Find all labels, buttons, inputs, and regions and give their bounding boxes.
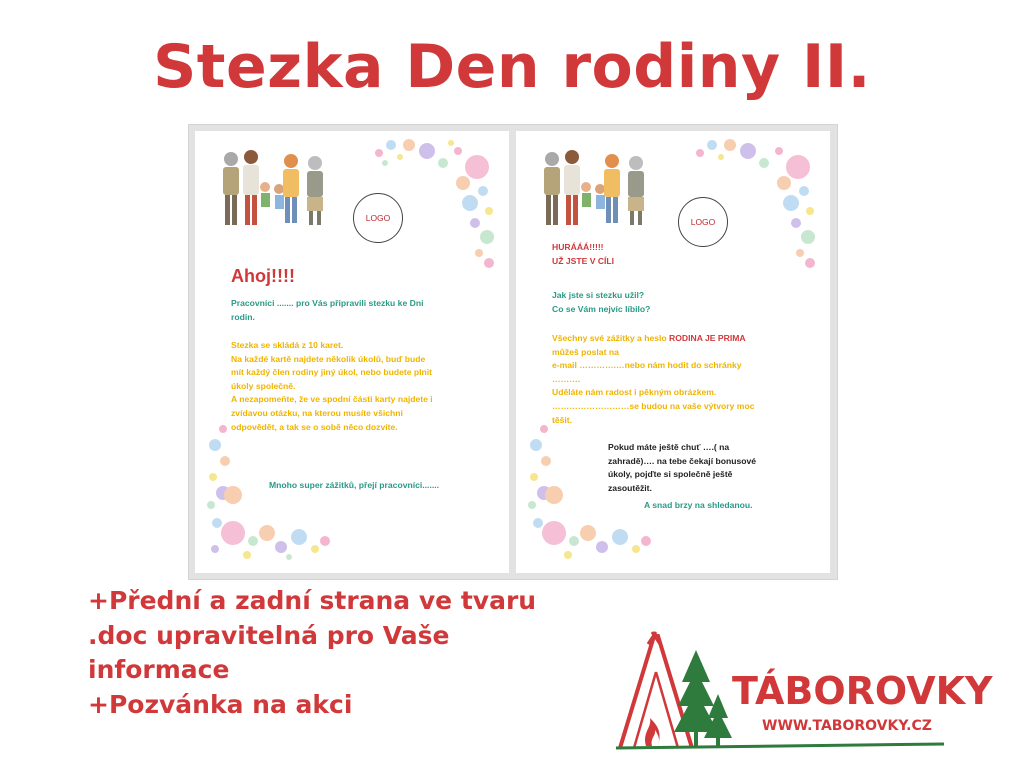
front-closing: Mnoho super zážitků, přejí pracovníci....... [269,480,439,490]
password-highlight: RODINA JE PRIMA [669,333,746,343]
question-line: Co se Vám nejvíc líbilo? [552,303,651,314]
page-title: Stezka Den rodiny II. [153,32,871,102]
template-preview [188,124,838,580]
taborovky-logo [612,632,993,756]
bonus-line: úkoly, pojďte si společně ještě [608,469,733,480]
front-heading: Ahoj!!!! [231,266,295,286]
back-body [552,332,754,427]
svg-text:TÁBOROVKY: TÁBOROVKY [732,669,993,713]
body-line: A nezapomeňte, že ve spodní části karty najdete i [231,394,433,405]
body-line: odpovědět, a tak se o sobě něco dozvíte. [231,421,398,432]
intro-line: rodin. [231,311,255,322]
body-line: Uděláte nám radost i pěkným obrázkem. [552,387,717,398]
family-illustration [219,149,335,235]
front-intro [231,297,423,324]
bonus-line: zahradě)…. na tebe čekají bonusové [608,455,757,466]
family-illustration [540,149,656,235]
front-card [195,131,509,573]
front-body [231,339,433,434]
back-questions [552,289,650,316]
feature-line: +Přední a zadní strana ve tvaru [88,586,537,615]
body-line: mít každý člen rodiny jiný úkol, nebo budete plnit [231,367,433,378]
back-farewell: A snad brzy na shledanou. [644,500,753,510]
body-line: ………………………se budou na vaše výtvory moc [552,400,755,411]
intro-line: Pracovníci ....... pro Vás připravili stezku ke Dni [231,298,424,308]
body-line: zvídavou otázku, na kterou musíte všichni [231,407,403,418]
body-line: Na každé kartě najdete několik úkolů, buď bude [231,353,426,364]
question-line: Jak jste si stezku užil? [552,290,645,300]
body-line: Stezka se skládá z 10 karet. [231,340,344,350]
body-line: ………. [552,373,581,384]
svg-text:WWW.TABOROVKY.CZ: WWW.TABOROVKY.CZ [762,718,932,734]
back-heading [552,241,614,268]
body-line-prefix: Všechny své zážitky a heslo [552,333,670,343]
back-card [516,131,830,573]
logo-placeholder: LOGO [353,193,403,243]
body-line: těšit. [552,414,573,425]
bonus-line: Pokud máte ještě chuť ….( na [608,442,730,452]
feature-line: .doc upravitelná pro Vaše [88,620,450,650]
body-line: úkoly společně. [231,380,296,391]
features-list [88,584,628,722]
bonus-line: zasoutěžit. [608,482,652,493]
body-line-with-highlight [552,332,754,346]
logo-placeholder: LOGO [678,197,728,247]
heading-line: HURÁÁÁ!!!!! [552,242,604,252]
body-line: můžeš poslat na [552,346,619,357]
feature-line: informace [88,655,230,684]
back-bonus [608,441,756,495]
feature-line: +Pozvánka na akci [88,689,353,719]
body-line: e-mail ………….…nebo nám hodit do schránky [552,360,742,371]
heading-line: UŽ JSTE V CÍLI [552,255,615,266]
